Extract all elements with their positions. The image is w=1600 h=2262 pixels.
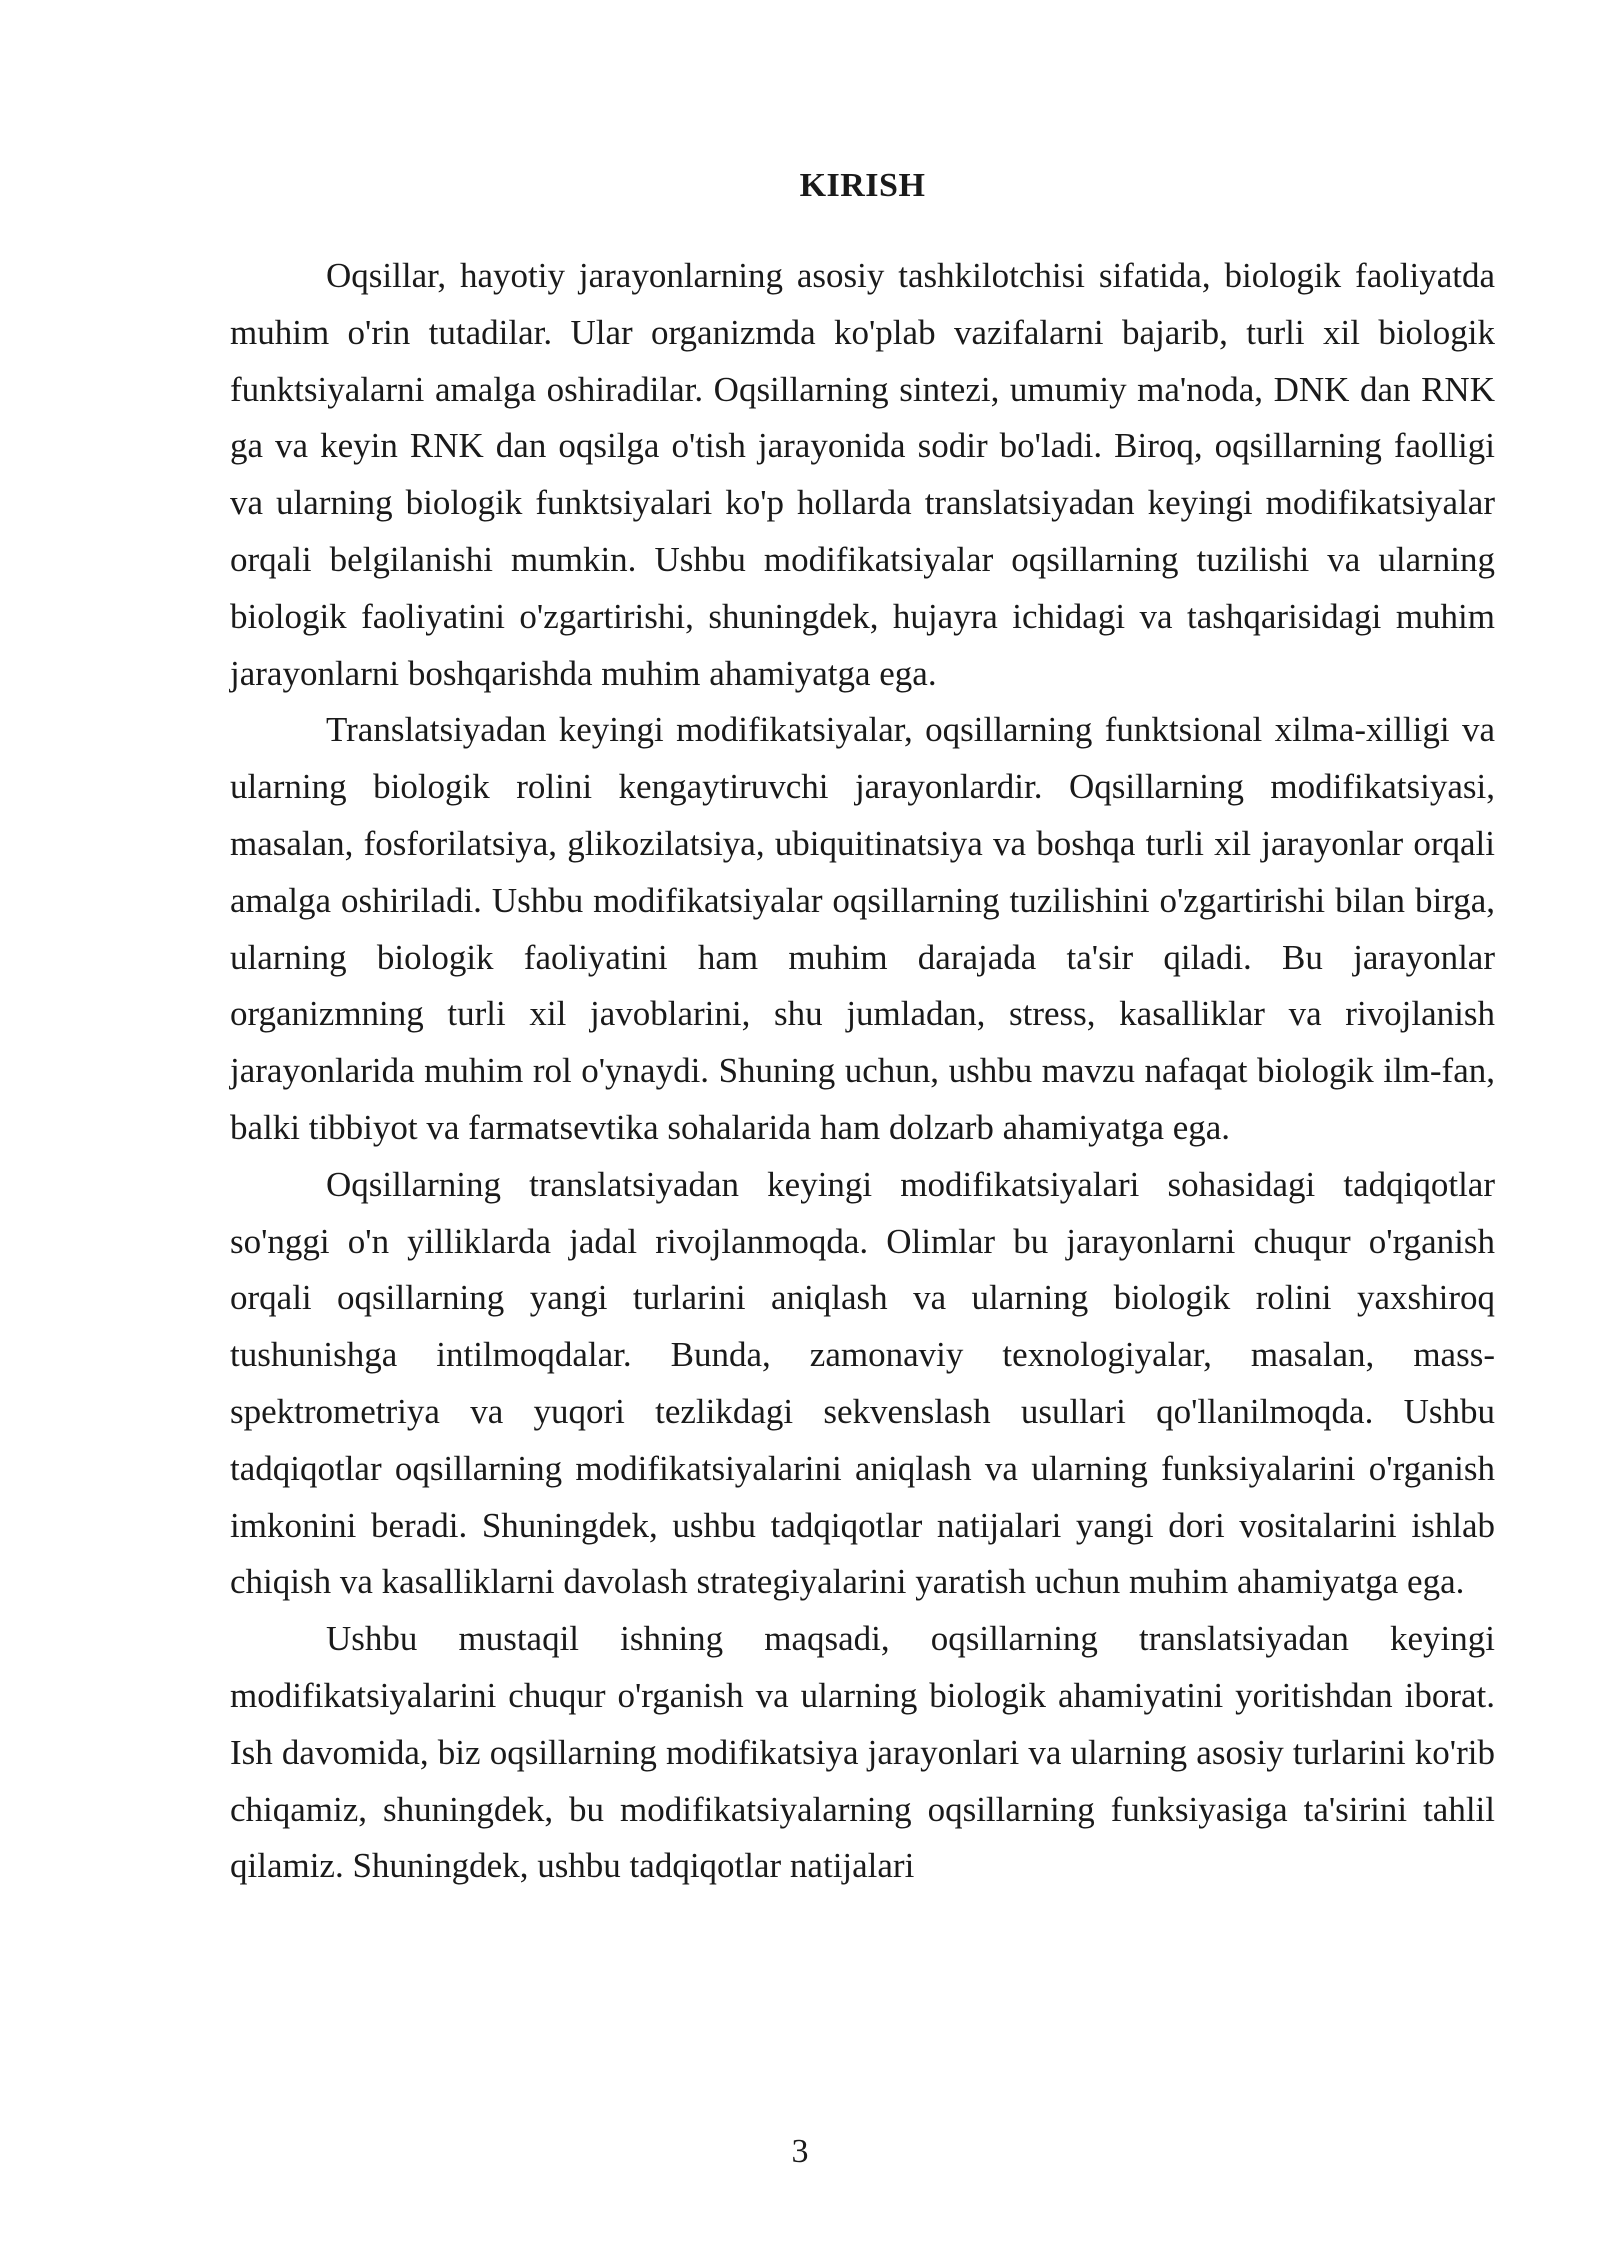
section-title: KIRISH <box>799 167 926 204</box>
page-number: 3 <box>791 2133 809 2170</box>
paragraph-3: Oqsillarning translatsiyadan keyingi modifikatsiyalari sohasidagi tadqiqotlar so'nggi o'n yilliklarda jadal rivojlanmoqda. Olimlar bu jarayonlarni chuqur o'rganish orqali oqsillarning yangi turlarini aniqlash va ularning biologik rolini yaxshiroq tushunishga intilmoqdalar. Bunda, zamonaviy texnologiyalar, masalan, mass-spektrometriya va yuqori tezlikdagi sekvenslash usullari qo'llanilmoqda. Ushbu tadqiqotlar oqsillarning modifikatsiyalarini aniqlash va ularning funksiyalarini o'rganish imkonini beradi. Shuningdek, ushbu tadqiqotlar natijalari yangi dori vositalarini ishlab chiqish va kasalliklarni davolash strategiyalarini yaratish uchun muhim ahamiyatga ega. <box>230 1164 1495 1602</box>
paragraph-2: Translatsiyadan keyingi modifikatsiyalar, oqsillarning funktsional xilma-xilligi va ularning biologik rolini kengaytiruvchi jarayonlardir. Oqsillarning modifikatsiyasi, masalan, fosforilatsiya, glikozilatsiya, ubiquitinatsiya va boshqa turli xil jarayonlar orqali amalga oshiriladi. Ushbu modifikatsiyalar oqsillarning tuzilishini o'zgartirishi bilan birga, ularning biologik faoliyatini ham muhim darajada ta'sir qiladi. Bu jarayonlar organizmning turli xil javoblarini, shu jumladan, stress, kasalliklar va rivojlanish jarayonlarida muhim rol o'ynaydi. Shuning uchun, ushbu mavzu nafaqat biologik ilm-fan, balki tibbiyot va farmatsevtika sohalarida ham dolzarb ahamiyatga ega. <box>230 710 1495 1147</box>
body-text <box>230 248 1495 1895</box>
paragraph-1: Oqsillar, hayotiy jarayonlarning asosiy tashkilotchisi sifatida, biologik faoliyatda muhim o'rin tutadilar. Ular organizmda ko'plab vazifalarni bajarib, turli xil biologik funktsiyalarni amalga oshiradilar. Oqsillarning sintezi, umumiy ma'noda, DNK dan RNK ga va keyin RNK dan oqsilga o'tish jarayonida sodir bo'ladi. Biroq, oqsillarning faolligi va ularning biologik funktsiyalari ko'p hollarda translatsiyadan keyingi modifikatsiyalar orqali belgilanishi mumkin. Ushbu modifikatsiyalar oqsillarning tuzilishi va ularning biologik faoliyatini o'zgartirishi, shuningdek, hujayra ichidagi va tashqarisidagi muhim jarayonlarni boshqarishda muhim ahamiyatga ega. <box>230 256 1495 693</box>
paragraph-4: Ushbu mustaqil ishning maqsadi, oqsillarning translatsiyadan keyingi modifikatsiyalarini chuqur o'rganish va ularning biologik ahamiyatini yoritishdan iborat. Ish davomida, biz oqsillarning modifikatsiya jarayonlari va ularning asosiy turlarini ko'rib chiqamiz, shuningdek, bu modifikatsiyalarning oqsillarning funksiyasiga ta'sirini tahlil qilamiz. Shuningdek, ushbu tadqiqotlar natijalari <box>230 1619 1495 1886</box>
